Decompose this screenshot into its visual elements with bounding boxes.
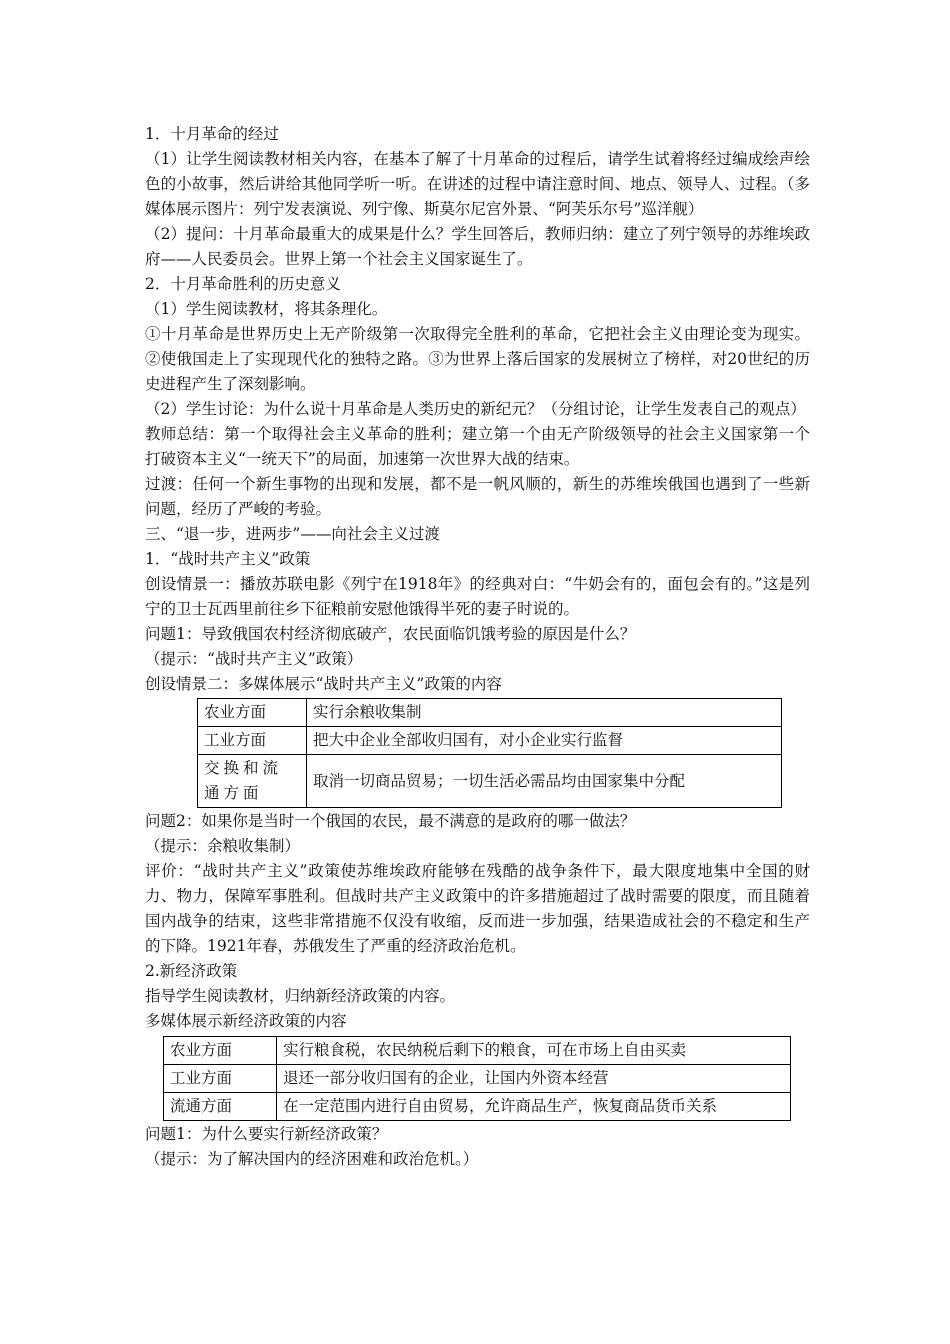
paragraph-question-one: 问题1：导致俄国农村经济彻底破产，农民面临饥饿考验的原因是什么？ [145,625,636,643]
paragraph-transition: 过渡：任何一个新生事物的出现和发展，都不是一帆风顺的，新生的苏维埃俄国也遇到了一些新问题，经历了严峻的考验。 [145,475,810,518]
table-cell-content: 退还一部分收归国有的企业，让国内外资本经营 [277,1065,791,1093]
paragraph-question-two: 问题2：如果你是当时一个俄国的农民，最不满意的是政府的哪一做法？ [145,812,636,830]
table-cell-content: 在一定范围内进行自由贸易，允许商品生产，恢复商品货币关系 [277,1093,791,1121]
paragraph-read-textbook: （1）学生阅读教材，将其条理化。 [145,300,388,318]
paragraph-scenario-two: 创设情景二：多媒体展示“战时共产主义”政策的内容 [145,675,502,693]
table-cell-aspect: 农业方面 [164,1037,277,1065]
table-cell-aspect: 工业方面 [198,727,307,755]
document-page [145,122,810,1172]
paragraph-discussion: （2）学生讨论：为什么说十月革命是人类历史的新纪元？（分组讨论，让学生发表自己的观点） [145,400,806,418]
table-cell-aspect-text: 交换和流通方面 [204,759,283,802]
paragraph-nep-hint: （提示：为了解决国内的经济困难和政治危机。） [145,1150,479,1168]
paragraph-teacher-summary: 教师总结：第一个取得社会主义革命的胜利；建立第一个由无产阶级领导的社会主义国家第一个打破资本主义“一统天下”的局面，加速第一次世界大战的结束。 [145,425,810,468]
table-row [164,1065,791,1093]
table-cell-content: 实行余粮收集制 [307,699,782,727]
table-cell-aspect: 工业方面 [164,1065,277,1093]
paragraph-hint-two: （提示：余粮收集制） [145,837,301,855]
paragraph-hint-one: （提示：“战时共产主义”政策） [145,650,363,668]
paragraph-question-result: （2）提问：十月革命最重大的成果是什么？学生回答后，教师归纳：建立了列宁领导的苏维埃政府——人民委员会。世界上第一个社会主义国家诞生了。 [145,225,810,268]
table-cell-aspect [198,755,307,808]
table-row [164,1093,791,1121]
paragraph-nep-question: 问题1：为什么要实行新经济政策？ [145,1125,388,1143]
table-cell-aspect: 农业方面 [198,699,307,727]
paragraph-nep-display: 多媒体展示新经济政策的内容 [145,1012,347,1030]
new-economic-policy-table [163,1036,791,1121]
paragraph-story-activity: （1）让学生阅读教材相关内容，在基本了解了十月革命的过程后，请学生试着将经过编成绘声绘色的小故事，然后讲给其他同学听一听。在讲述的过程中请注意时间、地点、领导人、过程。（多媒体展示图片：列宁发表演说、列宁像、斯莫尔尼宫外景、“阿芙乐尔号”巡洋舰） [145,150,810,218]
table-cell-content: 把大中企业全部收归国有，对小企业实行监督 [307,727,782,755]
section-heading-new-economic-policy: 2.新经济政策 [145,962,238,980]
paragraph-scenario-one: 创设情景一：播放苏联电影《列宁在1918年》的经典对白：“牛奶会有的，面包会有的。”这是列宁的卫士瓦西里前往乡下征粮前安慰他饿得半死的妻子时说的。 [145,575,810,618]
table-cell-content: 取消一切商品贸易；一切生活必需品均由国家集中分配 [307,755,782,808]
section-heading-historical-significance: 2．十月革命胜利的历史意义 [145,275,341,293]
paragraph-significance-points: ①十月革命是世界历史上无产阶级第一次取得完全胜利的革命，它把社会主义由理论变为现实。②使俄国走上了实现现代化的独特之路。③为世界上落后国家的发展树立了榜样，对20世纪的历史进程产生了深刻影响。 [145,325,810,393]
paragraph-evaluation: 评价：“战时共产主义”政策使苏维埃政府能够在残酷的战争条件下，最大限度地集中全国的财力、物力，保障军事胜利。但战时共产主义政策中的许多措施超过了战时需要的限度，而且随着国内战争的结束，这些非常措施不仅没有收缩，反而进一步加强，结果造成社会的不稳定和生产的下降。1921年春，苏俄发生了严重的经济政治危机。 [145,862,810,955]
paragraph-guide-reading: 指导学生阅读教材，归纳新经济政策的内容。 [145,987,456,1005]
section-heading-war-communism: 1．“战时共产主义”政策 [145,550,311,568]
table-row [164,1037,791,1065]
table-cell-aspect: 流通方面 [164,1093,277,1121]
war-communism-policy-table [197,698,782,808]
table-row [198,699,782,727]
table-row [198,755,782,808]
section-heading-october-revolution-process: 1．十月革命的经过 [145,125,279,143]
table-cell-content: 实行粮食税，农民纳税后剩下的粮食，可在市场上自由买卖 [277,1037,791,1065]
table-row [198,727,782,755]
section-heading-part-three: 三、“退一步，进两步”——向社会主义过渡 [145,525,440,543]
